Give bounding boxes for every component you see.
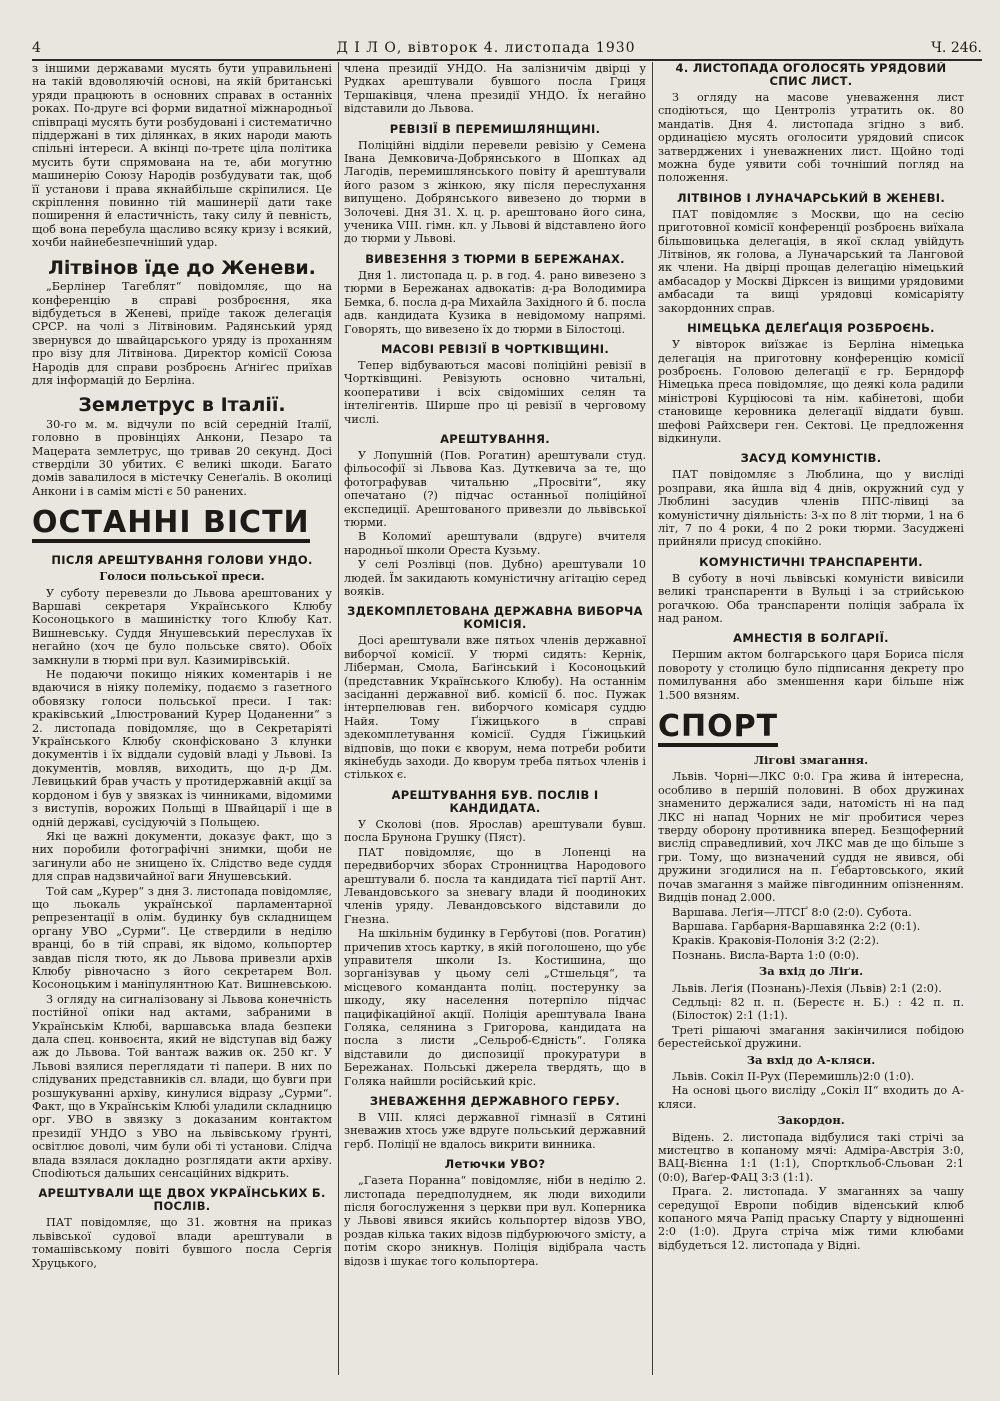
article-paragraph: ПАТ повідомляє з Люблина, що у висліді розправи, яка йшла від 4 днів, окружний суд у Люблині засудив членів ППС-лівиці за комуністичну діяльність: 3-х по 8 літ тюрми, 1 на 6 літ, 7 по 4 роки, 4 по 2 роки тюрми. Засуджені прийняли присуд спокійно. [658, 468, 964, 549]
article-paragraph: В VIII. клясі державної гімназії в Сятині зневажив хтось уже вдруге польський державний герб. Поліції не вдалось викрити винника. [344, 1111, 646, 1151]
match-result: Варшава. Леґія—ЛТСҐ 8:0 (2:0). Субота. [672, 905, 912, 919]
match-result: Варшава. Гарбарня-Варшавянка 2:2 (0:1). [672, 919, 921, 933]
article-paragraph: ПАТ повідомляє, що 31. жовтня на приказ львівської судової влади арештували в томашівському повіті бувшого посла Сергія Хруцького, [32, 1216, 332, 1270]
headline: ЗНЕВАЖЕННЯ ДЕРЖАВНОГО ГЕРБУ. [369, 1094, 621, 1108]
article-paragraph: члена президії УНДО. На залізничім двірці у Рудках арештували бувшого посла Гриця Тершаківця, члена президії УНДО. Їх негайно відставили до Львова. [344, 62, 646, 116]
article-paragraph: На основі цього висліду „Сокіл ІІ“ входить до А-кляси. [658, 1084, 964, 1111]
column-1 [32, 62, 332, 1379]
article-paragraph: ПАТ повідомляє з Москви, що на сесію приготовної комісії конференції розброєнь виїхала більшовицька делегація, в якої склад увійдуть Літвінов, як голова, а Луначарський та Ланговой як члени. На двірці прощав делегацію німецький амбасадор у Москві Дірксен із вищими урядовими амбасади та вищі урядовці комісаріяту закордонних справ. [658, 207, 964, 315]
article-paragraph: ПАТ повідомляє, що в Лопенці на передвиборчих зборах Стронництва Народового арештували б. посла та кандидата тієї партії Ант. Левандовського за зневагу влади й поодиноких членів уряду. Левандовського відставили до Гнезна. [344, 845, 646, 926]
article-paragraph: У суботу перевезли до Львова арештованих у Варшаві секретаря Українського Клюбу Косоноцького в машиністку того Клюбу Кат. Вишневську. Суддя Янушевський переслухав їх негайно (хоч це було польське свято). Обоїх замкнули в тюрмі при вул. Казимирівській. [32, 586, 332, 667]
match-result: Львів. Сокіл ІІ-Рух (Перемишль)2:0 (1:0). [672, 1069, 915, 1083]
article-paragraph: Треті рішаючі змагання закінчилися побідою берестейської дружини. [658, 1023, 964, 1051]
article-paragraph: У вівторок виїзжає із Берліна німецька делегація на приготовну конференцію комісії розброєнь. Головою делегації є гр. Берндорф Німецька преса повідомляє, що деякі кола радили міністрові Курціюсові та нім. кабінетові, щоби становище керовника делегації віддати бувш. шефові Райхсвери ген. Сектові. Це предложення відкинули. [658, 338, 964, 445]
article-paragraph: У Лопушній (Пов. Рогатин) арештували студ. фільософії зі Львова Каз. Дуткевича за те, що фотографував читальню „Просвіти“, яку опечатано (?) підчас останньої поліційної експедиції. Арештованого привезли до львівської тюрми. [344, 448, 646, 529]
article-paragraph: Той сам „Курер“ з дня 3. листопада повідомляє, що льокаль української парламентарної репрезентації в олім. будинку був складнищем органу УВО „Сурми“. Це ствердили в неділю вранці, бо в тій справі, як відомо, кольпортер завдав після тюто, як до Львова привезли архів Клюбу рівночасно з його секретарем Вол. Косоноцьким і маніпулянтною Кат. Вишневською. [32, 884, 332, 992]
headline: ЗДЕКОМПЛЕТОВАНА ДЕРЖАВНА ВИБОРЧА КОМІСІЯ. [347, 604, 643, 632]
article-paragraph: 30-го м. м. відчули по всій середній Італії, головно в провінціях Анкони, Пезаро та Мацерата землетрус, що тривав 20 секунд. Досі стверділи 30 убитих. Є великі шкоди. Багато домів завалилося в містечку Сенеґаліь. В околиці Анкони і в самім місті є 50 ранених. [32, 417, 332, 498]
article-paragraph: У селі Розлівці (пов. Дубно) арештували 10 людей. Їм закидають комуністичну агітацію серед вояків. [344, 558, 646, 598]
headline: АРЕШТУВАННЯ БУВ. ПОСЛІВ І КАНДИДАТА. [391, 787, 599, 815]
match-result: Седльці: 82 п. п. (Берестє н. Б.) : 42 п. п. (Білосток) 2:1 (1:1). [672, 995, 964, 1023]
page-number: 4 [32, 40, 41, 56]
subheadline: За вхід до Ліґи. [758, 964, 864, 979]
headline: КОМУНІСТИЧНІ ТРАНСПАРЕНТИ. [699, 554, 923, 569]
headline: АМНЕСТІЯ В БОЛГАРІЇ. [733, 631, 889, 646]
headline: МАСОВІ РЕВІЗІЇ В ЧОРТКІВЩИНІ. [380, 341, 610, 356]
article-paragraph: з іншими державами мусять бути управильнені на такій вдоволяючій основі, на якій британські уряди працюють в основних справах в останніх роках. По-друге всі форми видатної міжнародньої співпраці мусять бути розбудовані і систематично піддержані в тих ділянках, в яких народи мають спільні інтереси. А вкінці по-третє ціла політика мусить бути спрямована на те, аби могутню машинерію Союзу Народів розбудувати так, щоб її установи і права якнайбільше скріпилися. Це скріплення повинно тій машинерії дати таке поширення й еластичність, таку силу й певність, щоб вона перебула щасливо всяку кризу і всякий, хочби найнебезпечніший удар. [32, 62, 332, 250]
article-paragraph: Першим актом болгарського царя Бориса після повороту у столицю було підписання декрету про помилування або зменшення кари більше ніж 1.500 вязням. [658, 648, 964, 702]
column-divider [652, 62, 653, 1375]
article-paragraph: Відень. 2. листопада відбулися такі стрічі за мистецтво в копаному мячі: Адміра-Австрія 3:0, ВАЦ-Вієнна 1:1 (1:1), Спорткльоб-Сльован 2:1 (0:0), Ваґер-ФАЦ 3:3 (1:1). [658, 1130, 964, 1184]
subheadline: Голоси польської преси. [99, 569, 265, 584]
article-paragraph: Дня 1. листопада ц. р. в год. 4. рано вивезено з тюрми в Бережанах адвокатів: д-ра Володимира Бемка, б. посла д-ра Михайла Західного й б. посла адв. кандидата Кузика в невідомому напрямі. Говорять, що вивезено їх до тюрми в Білостоці. [344, 268, 646, 336]
headline: АРЕШТУВАННЯ. [440, 431, 550, 446]
column-divider [338, 62, 339, 1375]
issue-number: Ч. 246. [931, 40, 982, 56]
header-title: Д І Л О, вівторок 4. листопада 1930 [336, 40, 636, 56]
match-result: Познань. Висла-Варта 1:0 (0:0). [672, 948, 860, 962]
section-title-sport: СПОРТ [658, 711, 778, 747]
article-paragraph: З огляду на сигналізовану зі Львова конечність постійної опіки над актами, забраними в Українськім Клюбі, варшавська влада безпеки дала спец. конвоєнта, який не відступав від бажу аж до Львова. Той вантаж важив ок. 250 кг. У Львові взялися переглядати ті папери. В них по слідуваних представників сл. влади, що бувги при розшукуванні архіву, кинулися відразу „Сурми“. Факт, що в Українськім Клюбі уладили складницю орг. УВО в звязку з доказаним контактом президії УНДО з УВО на львівському ґрунті, освітлює доволі, чим були обі ті установи. Слідча влада взялася докладно розглядати акти архіву. Споdіються дальших сенсаційних відкрить. [32, 992, 332, 1181]
subheadline: Лігові змагання. [753, 753, 869, 768]
article-paragraph: В Коломиї арештували (вдруге) вчителя народньої школи Ореста Кузьму. [344, 530, 646, 557]
headline: ЛІТВІНОВ І ЛУНАЧАРСЬКИЙ В ЖЕНЕВІ. [676, 190, 946, 205]
match-result: Краків. Краковія-Полонія 3:2 (2:2). [672, 934, 880, 948]
article-paragraph: Львів. Чорні—ЛКС 0:0. Гра жива й інтересна, особливо в першій половині. В обох дружинах знаменито держалися зади, натомість ні на пад ЛКС ні напад Чорних не міг пробитися через тверду оборону противника вперед. Безщоферний вислід справедливий, хоч ЛКС мав де що більше з гри. Тому, що визначений суддя не явився, обі дружини згодилися на п. Ґебартовського, який почав змагання з майже півгодинним опізненням. Видців понад 2.000. [658, 770, 964, 905]
headline: ВИВЕЗЕННЯ З ТЮРМИ В БЕРЕЖАНАХ. [365, 251, 625, 266]
article-paragraph: „Берлінер Тагеблят“ повідомляє, що на конференцію в справі розброєння, яка відбудеться в Женеві, приїде також делегація СРСР. на чолі з Літвіновим. Радянський уряд звернувся до швайцарського уряду із проханням про візу для Літвінова. Директор комісії Союза Народів для справи розброєнь Аґніґес приїхав для інформацій до Берліна. [32, 280, 332, 387]
article-paragraph: У Сколові (пов. Ярослав) арештували бувш. посла Брунона Грушку (Пяст). [344, 817, 646, 845]
subheadline: За вхід до А-кляси. [746, 1052, 876, 1067]
subheadline: Закордон. [777, 1113, 845, 1128]
headline-earthquake: Землетрус в Італії. [78, 394, 286, 417]
headline: НІМЕЦЬКА ДЕЛЕҐАЦІЯ РОЗБРОЄНЬ. [687, 321, 935, 336]
column-2 [344, 62, 646, 1379]
article-paragraph: На шкільнім будинку в Гербутові (пов. Рогатин) причепив хтось картку, в якій поголошено, що убє управителя школи Із. Костишина, що зорганізував у цьому селі „Стшельця“, та місцевого команданта поліц. постерунку за шкоду, яку населення потерпіло підчас пацифікаційної акції. Поліція арештувала Івана Голяка, селянина з Григорова, кандидата на посла з листи „Сельроб-Єдність“. Голяка відставили до диспозиції прокуратури в Бережанах. Польські джерела твердять, що в Голяка найшли російський кріс. [344, 927, 646, 1088]
article-paragraph: „Газета Поранна“ повідомляє, ніби в неділю 2. листопада передполуднем, як люди виходили після богослуження з церкви при вул. Коперника у Львові явився якийсь кольпортер відозв УВО, роздав кілька таких відозв підбурюючого змісту, а потім скоро зникнув. Поліція відібрала часть відозв і шукає того кольпортера. [344, 1174, 646, 1268]
section-title-latest-news: ОСТАННІ ВІСТИ [32, 507, 310, 543]
article-paragraph: Не подаючи покищо ніяких коментарів і не вдаючися в ніяку полеміку, подаємо з газетного обовязку голоси польської преси. І так: краківський „Ілюстрований Курер Цоданенни“ з 2. листопада повідомляє, що в Секретаріяті Українського Клюбу сконфісковано 3 клунки документів і їх віддали судовій владі у Львові. Із документів, мовляв, виходить, що д-р Дм. Левицький брав участь у протидержавній акції за кордоном і був у звязках із чинниками, відомими з виступів, ворожих Польщі в Швайцарії і ще в одній державі, сусідуючій з Польщею. [32, 668, 332, 829]
match-result: Львів. Леґія (Познань)-Лехія (Львів) 2:1 (2:0). [672, 981, 942, 995]
article-paragraph: Прага. 2. листопада. У змаганнях за чашу середущої Европи побідив віденський клюб копаного мяча Рапід праську Спарту у відношенні 2:0 (1:0). Друга стріча між тими клюбами відбудеться 12. листопада у Відні. [658, 1185, 964, 1252]
headline-after-arrest: ПІСЛЯ АРЕШТУВАННЯ ГОЛОВИ УНДО. [51, 553, 313, 568]
headline: ЗАСУД КОМУНІСТІВ. [740, 451, 882, 466]
headline: Летючки УВО? [444, 1157, 546, 1172]
article-paragraph: Досі арештували вже пятьох членів державної виборчої комісії. У тюрмі сидять: Кернік, Ліберман, Смола, Баґінський і Косоноцький (представник Українського Клюбу). На останнім засіданні державної виб. комісії б. пос. Пужак інтерпелював ген. виборчого комісаря суддю Найя. Тому Ґіжицького в справі здекомплетування комісії. Суддя Ґіжицький відповів, що поки є кворум, нема потреби робити якінебудь заходи. До кворум треба пятьох членів і стількох є. [344, 634, 646, 782]
headline-two-deputies: АРЕШТУВАЛИ ЩЕ ДВОХ УКРАЇНСЬКИХ Б. ПОСЛІВ. [38, 1186, 326, 1214]
headline: 4. ЛИСТОПАДА ОГОЛОСЯТЬ УРЯДОВИЙ СПИС ЛИСТ. [675, 62, 947, 88]
article-paragraph: З огляду на масове уневаження лист сподіються, що Центроліз утратить ок. 80 мандатів. Дня 4. листопада згідно з виб. ординацією мусять оголосити урядовий список затверджених і уневажнених лист. Щойно тоді можна буде уявити собі точніший погляд на положення. [658, 91, 964, 185]
article-paragraph: В суботу в ночі львівські комуністи вивісили великі транспаренти в Вульці і за стрийською рогачкою. Оба транспаренти поліція забрала їх над раном. [658, 571, 964, 625]
article-paragraph: Поліційні відділи перевели ревізію у Семена Івана Демковича-Добрянського в Шопках ад Лагодів, перемишлянського повіту й арештували його разом з жінкою, яку після переслухання випущено. Добрянського вивезено до тюрми в Золочеві. Дня 31. Х. ц. р. арештовано його сина, ученика VIII. гімн. кл. у Львові й відставлено його до тюрми у Львові. [344, 138, 646, 246]
headline-litvinov: Літвінов їде до Женеви. [48, 256, 316, 279]
article-paragraph: Які це важні документи, доказує факт, що з них поробили фотографічні знимки, щоби не загинули або не знищено їх. Слідство веде суддя для справ надзвичайної ваги Янушевський. [32, 829, 332, 884]
headline: РЕВІЗІЇ В ПЕРЕМИШЛЯНЩИНІ. [389, 121, 601, 136]
article-paragraph: Тепер відбуваються масові поліційні ревізії в Чортківщині. Ревізують основно читальні, кооперативи і всіх свідоміших селян та інтелігентів. Ширше про ці ревізії в черговому числі. [344, 358, 646, 426]
page-header [32, 30, 982, 61]
column-3 [658, 62, 964, 1379]
